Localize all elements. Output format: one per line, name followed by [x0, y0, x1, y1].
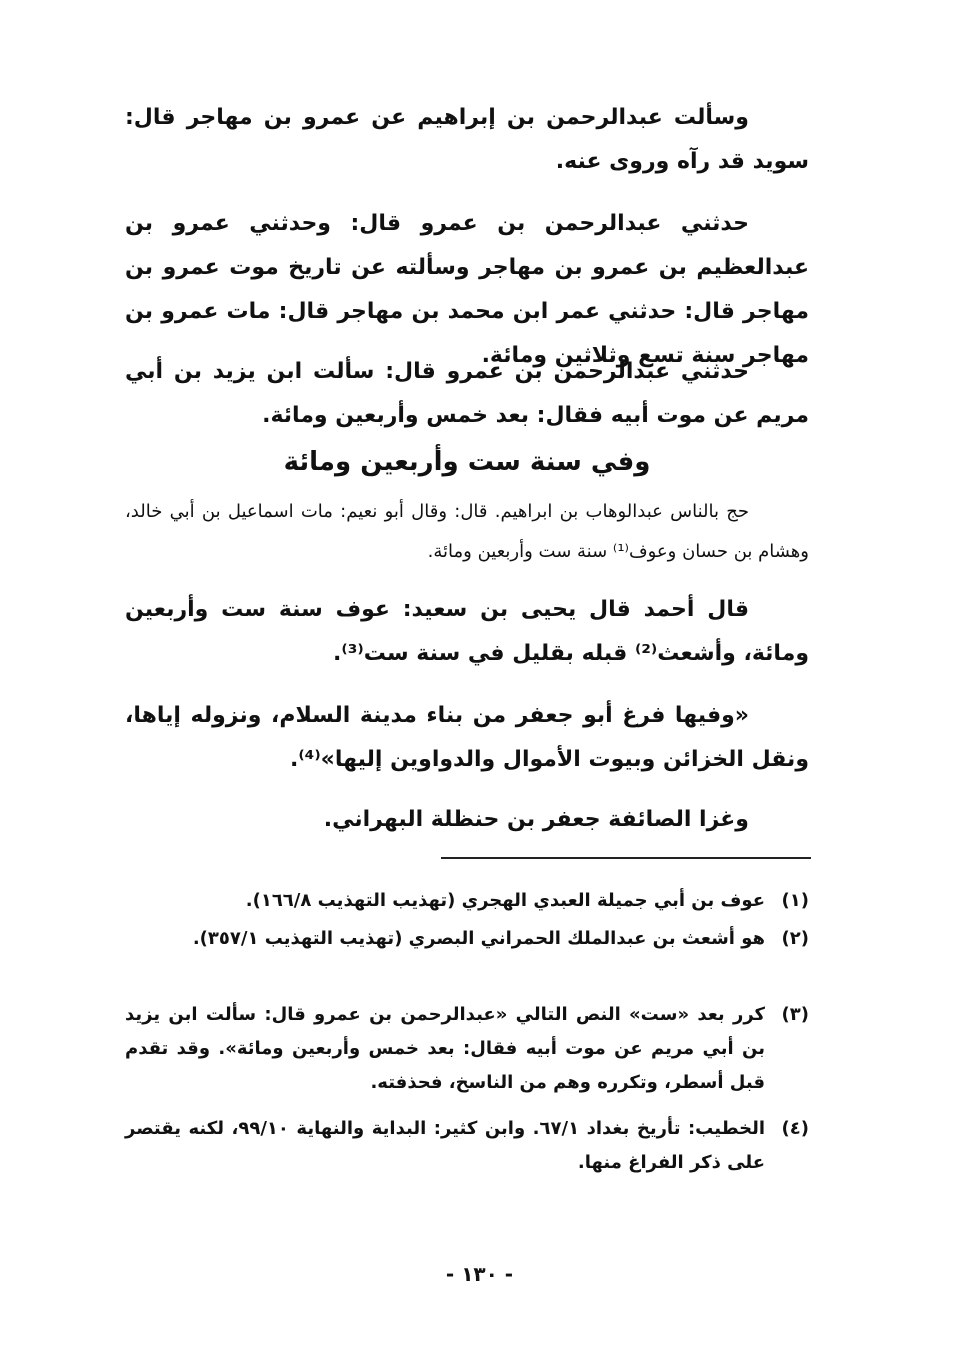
- footnote-text: هو أشعث بن عبدالملك الحمراني البصري (تهذيب التهذيب ٣٥٧/١).: [192, 928, 765, 949]
- footnote-number: (٢): [781, 928, 809, 949]
- section-paragraph-2: «وفيها فرغ أبو جعفر من بناء مدينة السلام، ونزوله إياها، ونقل الخزائن وبيوت الأموال والدواوين إليها»⁽⁴⁾.: [125, 703, 809, 772]
- footnote-3: [125, 998, 809, 1100]
- footnote-text: عوف بن أبي جميلة العبدي الهجري (تهذيب التهذيب ١٦٦/٨).: [245, 890, 765, 911]
- footnote-text: كرر بعد «ست» النص التالي «عبدالرحمن بن عمرو قال: سألت ابن يزيد بن أبي مريم عن موت أبيه فقال: بعد خمس وأربعين ومائة». وقد تقدم قبل أسطر، وتكرره وهم من الناسخ، فحذفته.: [125, 1004, 765, 1093]
- section-intro: حج بالناس عبدالوهاب بن ابراهيم. قال: وقال أبو نعيم: مات اسماعيل بن أبي خالد، وهشام بن حسان وعوف⁽¹⁾ سنة ست وأربعين ومائة.: [125, 501, 809, 562]
- paragraph-2: حدثني عبدالرحمن بن عمرو قال: وحدثني عمرو بن عبدالعظيم بن عمرو بن مهاجر وسألته عن تاريخ موت عمرو بن مهاجر قال: حدثني عمر ابن محمد بن مهاجر قال: مات عمرو بن مهاجر سنة تسع وثلاثين ومائة.: [125, 211, 809, 368]
- footnote-text: الخطيب: تأريخ بغداد ٦٧/١. وابن كثير: البداية والنهاية ٩٩/١٠، لكنه يقتصر على ذكر الفراغ منها.: [125, 1118, 766, 1173]
- footnote-2: [125, 922, 809, 956]
- paragraph-1: وسألت عبدالرحمن بن إبراهيم عن عمرو بن مهاجر قال: سويد قد رآه وروى عنه.: [125, 105, 809, 174]
- page-number: - ١٣٠ -: [445, 1262, 514, 1286]
- footnote-number: (١): [781, 890, 809, 911]
- footnote-number: (٤): [781, 1118, 809, 1139]
- footnote-4: [125, 1112, 809, 1180]
- footnote-1: [125, 884, 809, 918]
- footnote-number: (٣): [781, 1004, 809, 1025]
- section-heading: وفي سنة ست وأربعين ومائة: [283, 447, 651, 477]
- paragraph-3: حدثني عبدالرحمن بن عمرو قال: سألت ابن يزيد بن أبي مريم عن موت أبيه فقال: بعد خمس وأربعين ومائة.: [125, 359, 809, 428]
- section-paragraph-3: وغزا الصائفة جعفر بن حنظلة البهراني.: [323, 807, 749, 832]
- section-paragraph-1: قال أحمد قال يحيى بن سعيد: عوف سنة ست وأربعين ومائة، وأشعث⁽²⁾ قبله بقليل في سنة ست⁽³⁾.: [125, 597, 809, 666]
- footnote-divider: [441, 857, 811, 859]
